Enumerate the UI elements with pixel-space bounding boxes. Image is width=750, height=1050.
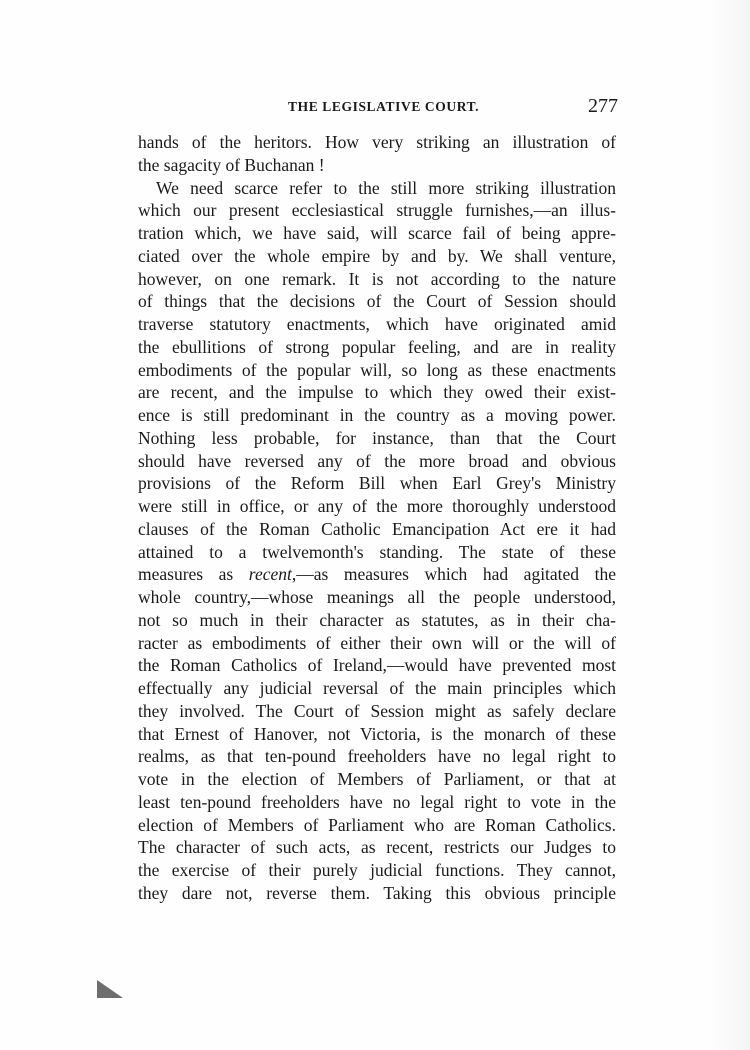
page-corner-mark	[97, 980, 123, 998]
text-line: were still in office, or any of the more thoroughly understood	[138, 496, 616, 516]
text-line: vote in the election of Members of Parliament, or that at	[138, 769, 616, 789]
text-line: The character of such acts, as recent, restricts our Judges to	[138, 837, 616, 858]
text-line: realms, as that ten-pound freeholders have no legal right to	[138, 746, 616, 767]
page-header	[138, 95, 628, 121]
text-line: effectually any judicial reversal of the main principles which	[138, 678, 616, 698]
page-edge-shadow	[710, 0, 750, 1050]
text-line: Nothing less probable, for instance, than that the Court	[138, 427, 616, 448]
text-line: attained to a twelvemonth's standing. The state of these	[138, 541, 616, 562]
text-line: the Roman Catholics of Ireland,—would have prevented most	[138, 655, 616, 676]
text-line: are recent, and the impulse to which they owed their exist-	[138, 382, 616, 403]
page-number: 277	[588, 95, 618, 117]
text-line: not so much in their character as statutes, as in their cha-	[138, 609, 616, 630]
text-line: the sagacity of Buchanan !	[138, 154, 325, 175]
text-line: they involved. The Court of Session might as safely declare	[138, 700, 616, 721]
text-line: measures as recent,—as measures which had agitated the	[138, 564, 616, 585]
text-line: of things that the decisions of the Court of Session should	[138, 291, 616, 312]
text-line: election of Members of Parliament who are Roman Catholics.	[138, 814, 616, 835]
emphasis-text: recent	[248, 564, 292, 585]
text-line: least ten-pound freeholders have no legal right to vote in the	[138, 791, 616, 812]
text-line: should have reversed any of the more broad and obvious	[138, 450, 616, 471]
text-line: the exercise of their purely judicial functions. They cannot,	[138, 860, 616, 880]
text-line: ciated over the whole empire by and by. We shall venture,	[138, 245, 616, 266]
text-line: embodiments of the popular will, so long as these enactments	[138, 359, 616, 380]
text-line: whole country,—whose meanings all the people understood,	[138, 587, 616, 607]
text-line: hands of the heritors. How very striking an illustration of	[138, 132, 616, 152]
text-line: traverse statutory enactments, which have originated amid	[138, 314, 616, 334]
text-line: provisions of the Reform Bill when Earl Grey's Ministry	[138, 473, 616, 494]
text-line: which our present ecclesiastical struggle furnishes,—an illus-	[138, 200, 616, 221]
running-title: THE LEGISLATIVE COURT.	[288, 99, 480, 114]
text-line: clauses of the Roman Catholic Emancipation Act ere it had	[138, 518, 616, 539]
text-line: tration which, we have said, will scarce fail of being appre-	[138, 223, 616, 243]
body-text	[138, 131, 616, 905]
text-line: that Ernest of Hanover, not Victoria, is the monarch of these	[138, 723, 616, 744]
text-line: We need scarce refer to the still more striking illustration	[156, 177, 616, 198]
text-line: they dare not, reverse them. Taking this obvious principle	[138, 882, 616, 903]
text-line: however, on one remark. It is not according to the nature	[138, 268, 616, 289]
text-line: the ebullitions of strong popular feeling, and are in reality	[138, 336, 616, 357]
text-line: ence is still predominant in the country as a moving power.	[138, 405, 616, 425]
text-line: racter as embodiments of either their own will or the will of	[138, 632, 616, 653]
